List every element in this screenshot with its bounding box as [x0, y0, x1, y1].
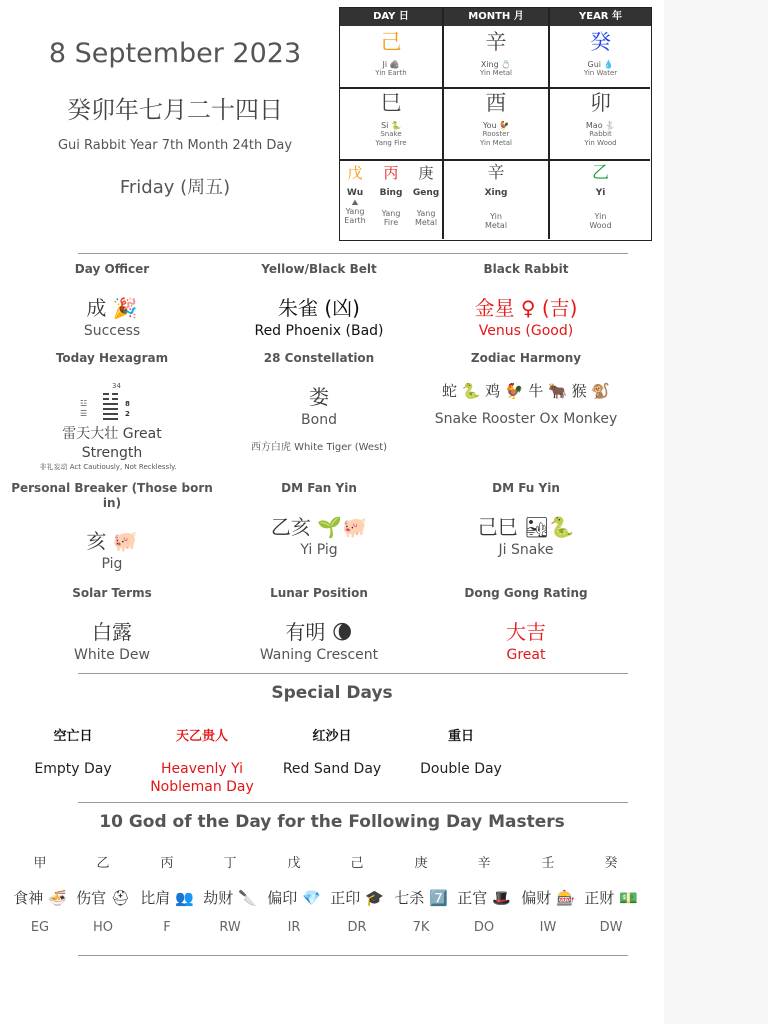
ten-god-abbr: F [163, 920, 171, 935]
year-branch-animal: Rabbit [589, 130, 612, 138]
hidden-stem-geng [411, 164, 441, 227]
special-day-chinese: 重日 [447, 729, 474, 744]
month-branch-cell [444, 91, 548, 148]
personal-breaker-block [8, 481, 216, 572]
month-branch-element: Yin Metal [480, 139, 512, 147]
month-stem-glyph: 辛 [485, 30, 507, 54]
divider [78, 802, 628, 803]
divider [78, 253, 628, 254]
dong-gong-chinese: 大吉 [506, 620, 546, 644]
day-officer-english: Success [83, 323, 141, 339]
lunar-position-block [215, 586, 423, 663]
fan-yin-title: DM Fan Yin [281, 481, 357, 495]
hidden-stem-element: Yin [490, 212, 502, 221]
day-master: 丁 [223, 856, 237, 871]
hidden-stem-name: Wu [346, 188, 364, 198]
fu-yin-english: Ji Snake [498, 542, 554, 558]
ten-god-name: 伤官 ⛑ [76, 889, 130, 907]
ten-god-column [71, 852, 135, 935]
ten-god-name: 比肩 👥 [140, 889, 194, 907]
day-stem-cell [340, 30, 442, 78]
hidden-stem-glyph: 戊 [347, 164, 363, 182]
ten-god-column [516, 852, 580, 935]
belt-block [215, 262, 423, 339]
zodiac-harmony-title: Zodiac Harmony [470, 351, 582, 365]
constellation-block [215, 351, 423, 453]
hidden-stem-element: Metal [484, 221, 508, 230]
dong-gong-english: Great [506, 647, 546, 663]
hexagram-chinese: 雷天大壮 Great [62, 426, 162, 442]
year-stem-glyph: 癸 [590, 30, 611, 54]
weekday: Friday (周五) [119, 177, 231, 198]
year-branch-cell [550, 91, 651, 148]
special-day-chinese: 红沙日 [312, 729, 352, 744]
special-day-item [267, 725, 397, 778]
divider [78, 955, 628, 956]
fan-yin-english: Yi Pig [300, 542, 338, 558]
belt-english: Red Phoenix (Bad) [254, 323, 384, 339]
zodiac-harmony-block [422, 351, 630, 427]
hidden-stem-element: Metal [414, 218, 438, 227]
ten-god-abbr: IW [539, 920, 557, 935]
day-master: 庚 [414, 856, 428, 871]
constellation-chinese: 娄 [309, 385, 329, 409]
black-rabbit-english: Venus (Good) [478, 323, 574, 339]
zodiac-harmony-english: Snake Rooster Ox Monkey [434, 411, 618, 427]
english-lunar-date: Gui Rabbit Year 7th Month 24th Day [57, 138, 293, 153]
ten-god-column [389, 852, 453, 935]
hidden-stem-element: Yin [594, 212, 607, 221]
ten-god-name: 偏财 🎰 [521, 889, 575, 907]
lunar-position-chinese: 有明 🌘 [285, 620, 353, 644]
month-branch-label: You 🐓 [482, 121, 510, 130]
day-master: 戊 [287, 856, 301, 871]
black-rabbit-chinese: 金星 ♀ (吉) [474, 296, 578, 320]
ten-god-abbr: RW [219, 920, 241, 935]
trigram-upper-glyph: ☳ [80, 399, 88, 408]
dong-gong-title: Dong Gong Rating [464, 586, 588, 600]
page-margin [664, 0, 768, 1024]
hexagram-number: 34 [112, 382, 121, 390]
hidden-stem-name: Bing [379, 188, 403, 198]
ten-god-abbr: 7K [412, 920, 430, 935]
day-stem-element: Yin Earth [375, 69, 407, 77]
month-stem-element: Yin Metal [480, 69, 512, 77]
hidden-stem-bing [376, 164, 406, 227]
year-stem-label: Gui 💧 [587, 60, 614, 69]
ten-gods-title: 10 God of the Day for the Following Day Masters [99, 812, 565, 832]
ten-god-column [262, 852, 326, 935]
day-branch-label: Si 🐍 [381, 121, 401, 130]
gregorian-date: 8 September 2023 [48, 38, 302, 69]
day-branch-glyph: 巳 [380, 91, 402, 115]
day-master: 甲 [33, 856, 47, 871]
ten-god-column [8, 852, 72, 935]
hexagram-upper-digit: 8 [125, 400, 130, 408]
year-branch-glyph: 卯 [590, 91, 611, 115]
ten-god-abbr: EG [30, 920, 50, 935]
ten-god-abbr: DO [473, 920, 495, 935]
black-rabbit-block [422, 262, 630, 339]
hidden-stem-glyph: 辛 [487, 163, 505, 183]
year-stem-element: Yin Water [583, 69, 618, 77]
special-day-chinese: 空亡日 [53, 729, 93, 744]
year-stem-cell [550, 30, 651, 78]
hidden-stem-wu [340, 164, 370, 225]
ten-god-column [579, 852, 643, 935]
ten-god-abbr: HO [92, 920, 113, 935]
special-day-english: Empty Day [34, 761, 112, 777]
hexagram-text-block [8, 425, 216, 463]
day-branch-animal: Snake [380, 130, 402, 138]
ten-god-abbr: DR [347, 920, 367, 935]
year-pillar-header: YEAR 年 [550, 8, 651, 26]
ten-god-name: 正财 💵 [584, 889, 638, 907]
personal-breaker-english: Pig [101, 556, 123, 572]
ten-god-name: 食神 🍜 [13, 889, 67, 907]
lunar-position-title: Lunar Position [270, 586, 368, 600]
zodiac-harmony-chinese: 蛇 🐍 鸡 🐓 牛 🐂 猴 🐒 [441, 382, 611, 400]
hidden-stem-name: Geng [412, 188, 440, 198]
day-officer-chinese: 成 🎉 [86, 296, 138, 320]
fan-yin-block [215, 481, 423, 558]
hidden-stem-xing [444, 164, 548, 230]
constellation-title: 28 Constellation [263, 351, 375, 365]
year-branch-label: Mao 🐇 [585, 121, 616, 130]
day-master: 癸 [604, 856, 618, 871]
month-pillar-header: MONTH 月 [444, 8, 548, 26]
special-day-english: Double Day [420, 761, 502, 777]
day-master: 丙 [160, 856, 174, 871]
trigram-lower-glyph: ☰ [80, 409, 88, 418]
special-days-title: Special Days [271, 683, 393, 703]
hexagram-english: Strength [81, 445, 143, 461]
fu-yin-chinese: 己巳 🏜🐍 [477, 515, 575, 539]
ten-god-column [135, 852, 199, 935]
special-day-item [137, 725, 267, 796]
day-branch-cell [340, 91, 442, 148]
day-officer-block [8, 262, 216, 339]
hidden-stem-element: Yang [381, 209, 401, 218]
day-branch-element: Yang Fire [375, 139, 407, 147]
special-day-english: Red Sand Day [282, 761, 382, 777]
hidden-stem-element: Earth [344, 216, 366, 225]
hidden-stem-glyph: 庚 [418, 164, 434, 182]
day-stem-glyph: 己 [380, 30, 402, 54]
divider [78, 673, 628, 674]
year-branch-element: Yin Wood [584, 139, 617, 147]
ten-god-column [198, 852, 262, 935]
hidden-stem-name: Xing [484, 188, 508, 198]
mountain-icon: ⛰ [351, 198, 359, 207]
special-day-english: Heavenly Yi Nobleman Day [150, 761, 254, 795]
hidden-stem-glyph: 丙 [383, 164, 399, 182]
solar-terms-block [8, 586, 216, 663]
day-stem-label: Ji 🪨 [382, 60, 400, 69]
ten-god-column [452, 852, 516, 935]
hexagram-title: Today Hexagram [55, 351, 169, 365]
lunar-position-english: Waning Crescent [259, 647, 379, 663]
black-rabbit-title: Black Rabbit [483, 262, 569, 276]
day-master: 己 [350, 856, 364, 871]
day-master: 壬 [541, 856, 555, 871]
month-stem-cell [444, 30, 548, 78]
belt-chinese: 朱雀 (凶) [278, 296, 360, 320]
constellation-note: 西方白虎 White Tiger (West) [250, 442, 388, 453]
special-day-chinese: 天乙贵人 [175, 729, 228, 744]
day-officer-title: Day Officer [74, 262, 150, 276]
divider [340, 87, 650, 89]
ten-god-name: 七杀 7️⃣ [394, 889, 448, 907]
special-day-item [396, 725, 526, 778]
day-pillar-header: DAY 日 [340, 8, 442, 26]
belt-title: Yellow/Black Belt [261, 262, 377, 276]
month-branch-glyph: 酉 [485, 91, 507, 115]
solar-terms-english: White Dew [73, 647, 150, 663]
solar-terms-title: Solar Terms [72, 586, 152, 600]
constellation-english: Bond [301, 412, 337, 428]
personal-breaker-title: Personal Breaker (Those born in) [11, 481, 213, 510]
hidden-stem-name: Yi [595, 188, 606, 198]
ten-god-abbr: IR [287, 920, 301, 935]
hidden-stem-element: Yang [416, 209, 436, 218]
solar-terms-chinese: 白露 [92, 620, 132, 644]
hidden-stem-glyph: 乙 [592, 163, 609, 183]
fu-yin-title: DM Fu Yin [492, 481, 560, 495]
four-pillars-table [339, 7, 652, 241]
ten-god-name: 正印 🎓 [330, 889, 384, 907]
chinese-date: 癸卯年七月二十四日 [67, 96, 283, 124]
ten-god-abbr: DW [599, 920, 623, 935]
divider [340, 159, 650, 161]
hidden-stem-element: Wood [589, 221, 612, 230]
day-master: 乙 [96, 856, 110, 871]
hexagram-block [8, 351, 216, 366]
hexagram-icon [80, 380, 130, 428]
hidden-stem-element: Yang [345, 207, 365, 216]
ten-god-name: 劫财 🔪 [203, 889, 257, 907]
ten-god-name: 偏印 💎 [267, 889, 321, 907]
fan-yin-chinese: 乙亥 🌱🐖 [270, 515, 368, 539]
dong-gong-block [422, 586, 630, 663]
hexagram-advice: 非礼妄动 Act Cautiously, Not Recklessly. [39, 463, 177, 471]
fu-yin-block [422, 481, 630, 558]
hidden-stem-element: Fire [383, 218, 399, 227]
month-stem-label: Xing 💍 [480, 60, 512, 69]
hidden-stem-yi [550, 164, 651, 230]
day-master: 辛 [477, 856, 491, 871]
ten-god-column [325, 852, 389, 935]
personal-breaker-chinese: 亥 🐖 [86, 529, 138, 553]
special-day-item [8, 725, 138, 778]
hexagram-lower-digit: 2 [125, 410, 130, 418]
month-branch-animal: Rooster [482, 130, 510, 138]
ten-god-name: 正官 🎩 [457, 889, 511, 907]
